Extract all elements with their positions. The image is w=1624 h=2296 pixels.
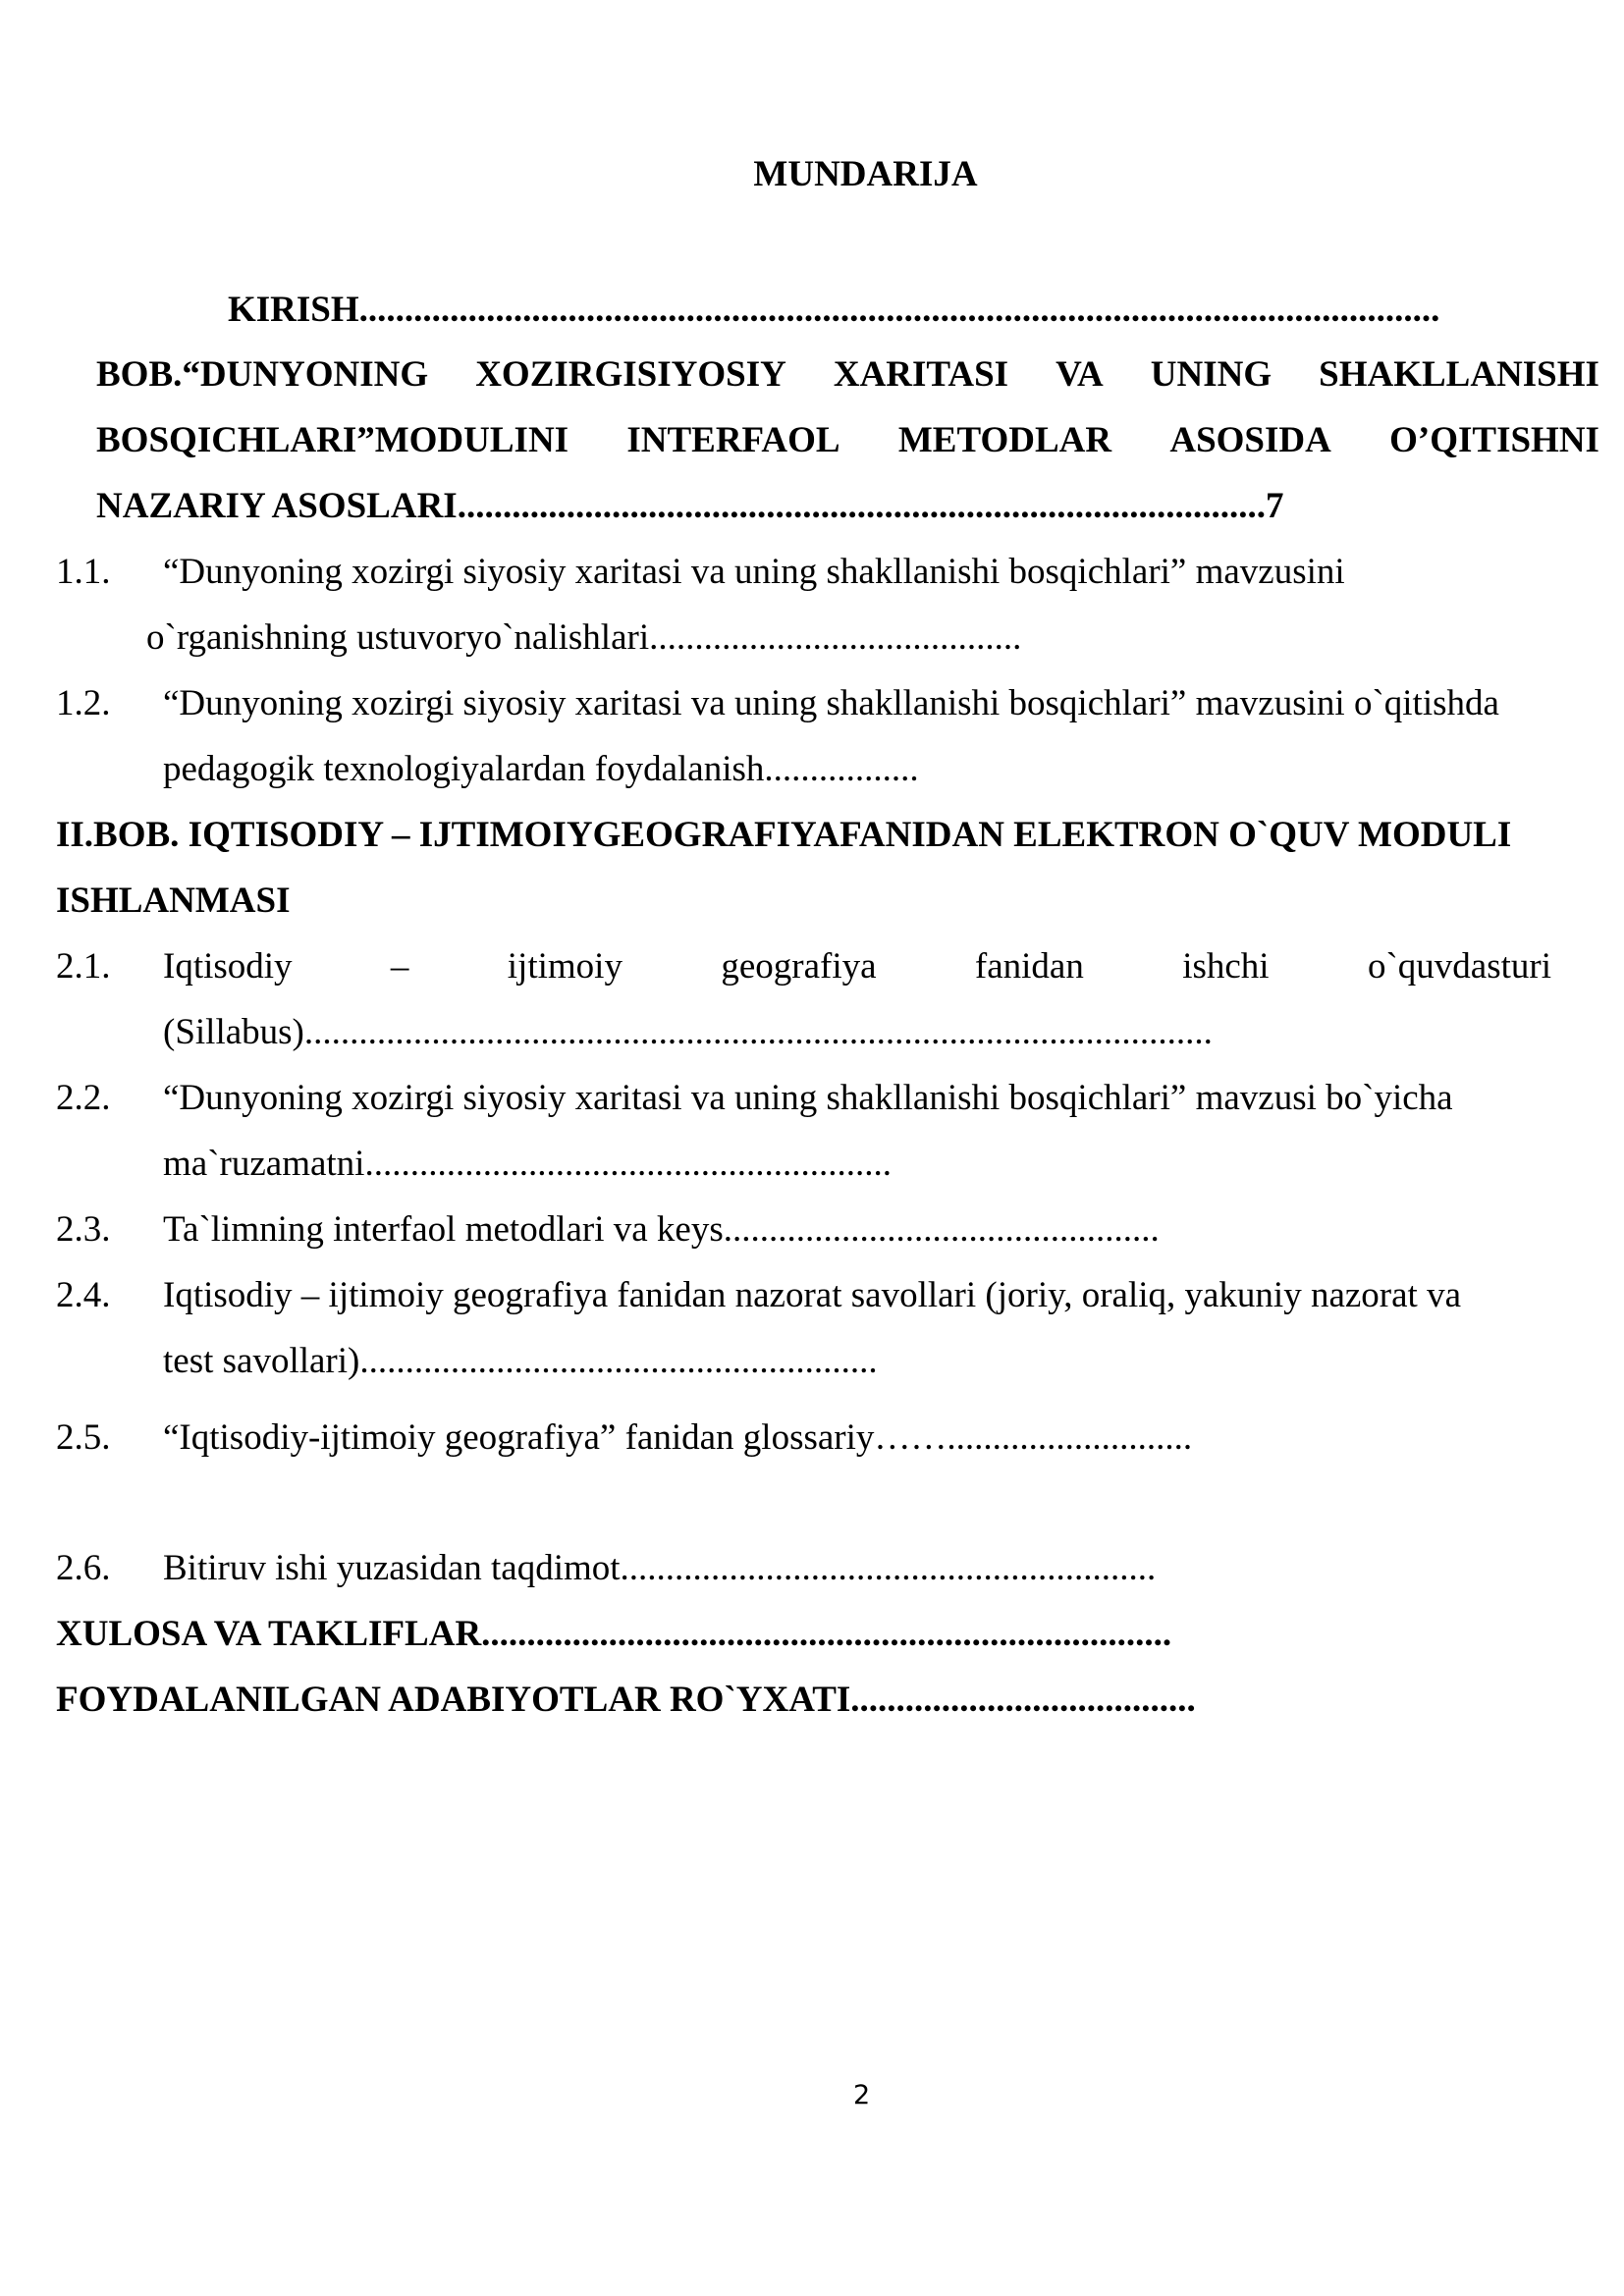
section-number: 1.1. [56,552,111,592]
word: geografiya [721,946,877,987]
word: ijtimoiy [507,946,623,987]
toc-title: MUNDARIJA [753,154,978,194]
word: BOB.“DUNYONING [96,354,429,395]
section-number: 2.3. [56,1209,111,1250]
word: VA [1056,354,1104,395]
word: ishchi [1182,946,1270,987]
toc-chapter-2-line-1: II.BOB. IQTISODIY – IJTIMOIYGEOGRAFIYAFANIDAN ELEKTRON O`QUV MODULI [56,815,1512,855]
section-text-line-1: “Dunyoning xozirgi siyosiy xaritasi va uning shakllanishi bosqichlari” mavzusi bo`yicha [163,1078,1453,1118]
section-text-line-1: “Dunyoning xozirgi siyosiy xaritasi va uning shakllanishi bosqichlari” mavzusini [163,552,1345,592]
section-number: 1.2. [56,683,111,723]
toc-chapter-1-line-2 [96,419,1599,462]
section-text-line-1: “Iqtisodiy-ijtimoiy geografiya” fanidan glossariy……........................... [163,1417,1193,1458]
section-text-line-1 [163,945,1551,988]
toc-chapter-1-line-1 [96,353,1599,397]
section-text-line-1: “Dunyoning xozirgi siyosiy xaritasi va uning shakllanishi bosqichlari” mavzusini o`qitishda [163,683,1499,723]
word: Iqtisodiy [163,946,293,987]
section-number: 2.1. [56,946,111,987]
section-text-line-2: pedagogik texnologiyalardan foydalanish................. [163,749,919,789]
word: – [390,946,409,987]
word: fanidan [974,946,1084,987]
word: METODLAR [897,420,1112,460]
section-text-line-1: Iqtisodiy – ijtimoiy geografiya fanidan nazorat savollari (joriy, oraliq, yakuniy nazorat va [163,1275,1461,1315]
section-text-line-2: ma`ruzamatni.......................................................... [163,1144,892,1184]
section-number: 2.4. [56,1275,111,1315]
section-text-line-1: Ta`limning interfaol metodlari va keys................................................ [163,1209,1160,1250]
toc-kirish: KIRISH....................................................................................................................... [228,290,1440,330]
section-text-line-2: test savollari)......................................................... [163,1341,878,1381]
word: UNING [1150,354,1272,395]
toc-adabiyotlar: FOYDALANILGAN ADABIYOTLAR RO`YXATI...................................... [56,1680,1196,1720]
word: INTERFAOL [626,420,840,460]
word: BOSQICHLARI”MODULINI [96,420,569,460]
section-number: 2.5. [56,1417,111,1458]
word: O’QITISHNI [1389,420,1599,460]
toc-chapter-2-line-2: ISHLANMASI [56,881,291,921]
word: XARITASI [833,354,1009,395]
section-text-line-2: o`rganishning ustuvoryo`nalishlari......................................... [146,617,1022,658]
section-text-line-2: (Sillabus).................................................................................................... [163,1012,1213,1052]
word: o`quvdasturi [1367,946,1551,987]
section-number: 2.6. [56,1548,111,1588]
section-text-line-1: Bitiruv ishi yuzasidan taqdimot........................................................... [163,1548,1157,1588]
word: SHAKLLANISHI [1319,354,1599,395]
word: XOZIRGISIYOSIY [475,354,786,395]
page-number: 2 [853,2080,871,2110]
section-number: 2.2. [56,1078,111,1118]
toc-chapter-1-line-3: NAZARIY ASOSLARI.........................................................................................7 [96,486,1284,526]
word: ASOSIDA [1169,420,1331,460]
toc-xulosa: XULOSA VA TAKLIFLAR............................................................................ [56,1614,1172,1654]
